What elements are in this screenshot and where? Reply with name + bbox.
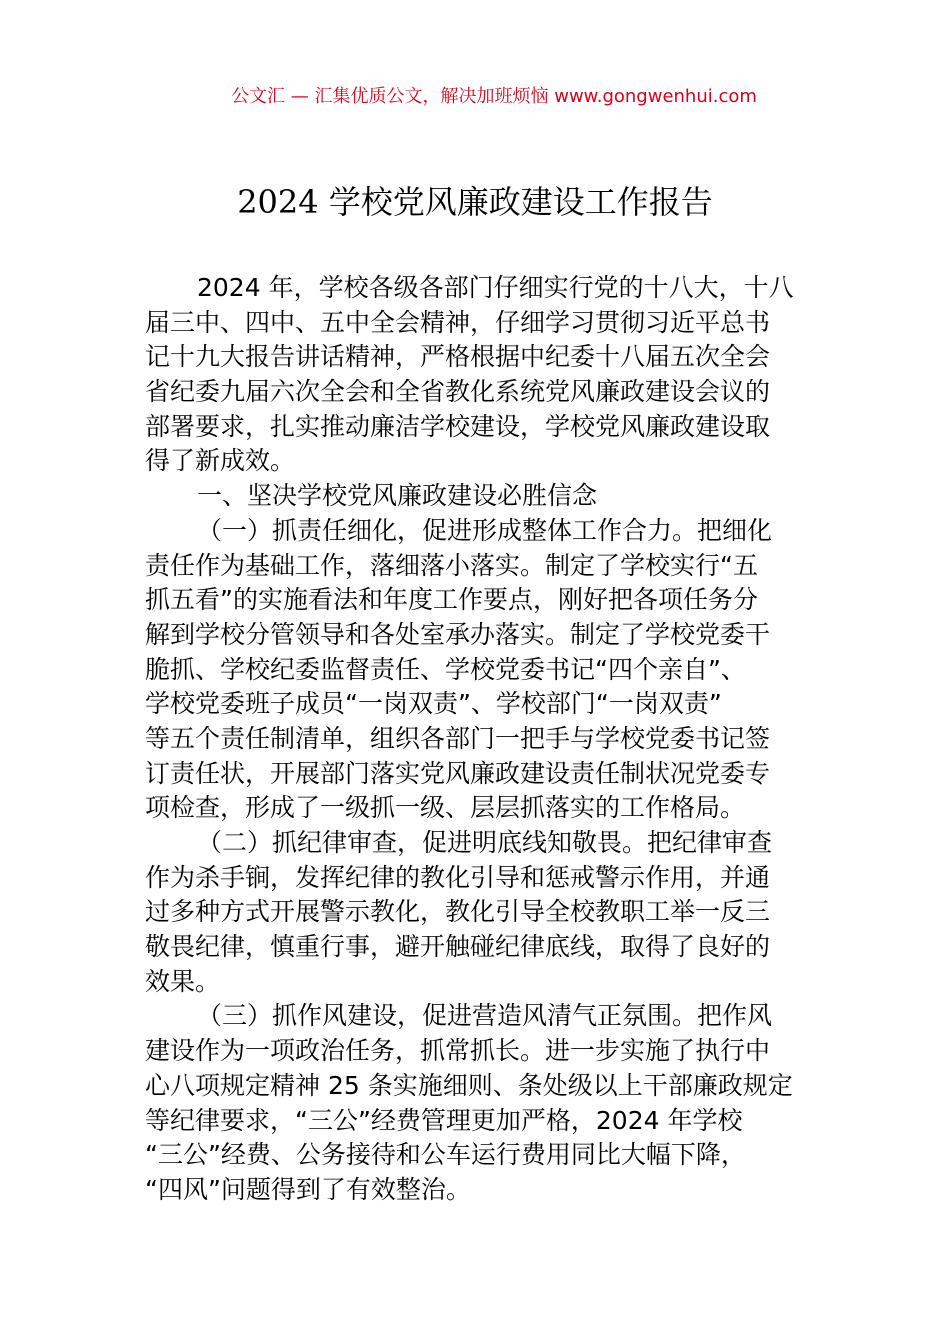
- text-line: 记十九大报告讲话精神，严格根据中纪委十八届五次全会: [145, 342, 771, 372]
- document-body: [145, 271, 807, 1208]
- text-line: 一、坚决学校党风廉政建设必胜信念: [197, 481, 598, 511]
- text-line: 等五个责任制清单，组织各部门一把手与学校党委书记签: [145, 723, 771, 753]
- text-line: 责任作为基础工作，落细落小落实。制定了学校实行“五: [145, 550, 758, 580]
- paragraph: [145, 999, 807, 1207]
- text-line: 2024 年，学校各级各部门仔细实行党的十八大，十八: [197, 273, 794, 302]
- text-line: （二）抓纪律审查，促进明底线知敬畏。把纪律审查: [197, 828, 773, 857]
- paragraph: [145, 514, 807, 826]
- text-line: 敬畏纪律，慎重行事，避开触碰纪律底线，取得了良好的: [145, 932, 771, 962]
- text-line: 得了新成效。: [145, 446, 296, 476]
- text-line: 心八项规定精神 25 条实施细则、条处级以上干部廉政规定: [145, 1070, 793, 1100]
- text-line: （一）抓责任细化，促进形成整体工作合力。把细化: [197, 515, 773, 545]
- text-line: 项检查，形成了一级抓一级、层层抓落实的工作格局。: [145, 793, 746, 823]
- paragraph: [145, 479, 807, 514]
- text-line: 解到学校分管领导和各处室承办落实。制定了学校党委干: [145, 619, 771, 649]
- watermark-header: 公文汇 — 汇集优质公文，解决加班烦恼 www.gongwenhui.com: [231, 86, 757, 107]
- text-line: 建设作为一项政治任务，抓常抓长。进一步实施了执行中: [145, 1036, 771, 1066]
- paragraph: [145, 826, 807, 999]
- text-line: 届三中、四中、五中全会精神，仔细学习贯彻习近平总书: [145, 307, 771, 337]
- text-line: “四风”问题得到了有效整治。: [145, 1174, 471, 1204]
- text-line: “三公”经费、公务接待和公车运行费用同比大幅下降，: [145, 1140, 746, 1170]
- text-line: 学校党委班子成员“一岗双责”、学校部门“一岗双责”: [145, 689, 722, 719]
- text-line: 部署要求，扎实推动廉洁学校建设，学校党风廉政建设取: [145, 411, 771, 441]
- text-line: 省纪委九届六次全会和全省教化系统党风廉政建设会议的: [145, 377, 771, 407]
- text-line: （三）抓作风建设，促进营造风清气正氛围。把作风: [197, 1001, 773, 1031]
- document-title: 2024 学校党风廉政建设工作报告: [237, 183, 713, 221]
- text-line: 效果。: [145, 966, 221, 996]
- text-line: 脆抓、学校纪委监督责任、学校党委书记“四个亲自”、: [145, 654, 746, 684]
- text-line: 过多种方式开展警示教化，教化引导全校教职工举一反三: [145, 897, 771, 927]
- text-line: 抓五看”的实施看法和年度工作要点，刚好把各项任务分: [145, 585, 758, 615]
- text-line: 订责任状，开展部门落实党风廉政建设责任制状况党委专: [145, 758, 771, 788]
- text-line: 作为杀手锏，发挥纪律的教化引导和惩戒警示作用，并通: [145, 862, 771, 892]
- text-line: 等纪律要求，“三公”经费管理更加严格，2024 年学校: [145, 1105, 743, 1135]
- paragraph: [145, 271, 807, 479]
